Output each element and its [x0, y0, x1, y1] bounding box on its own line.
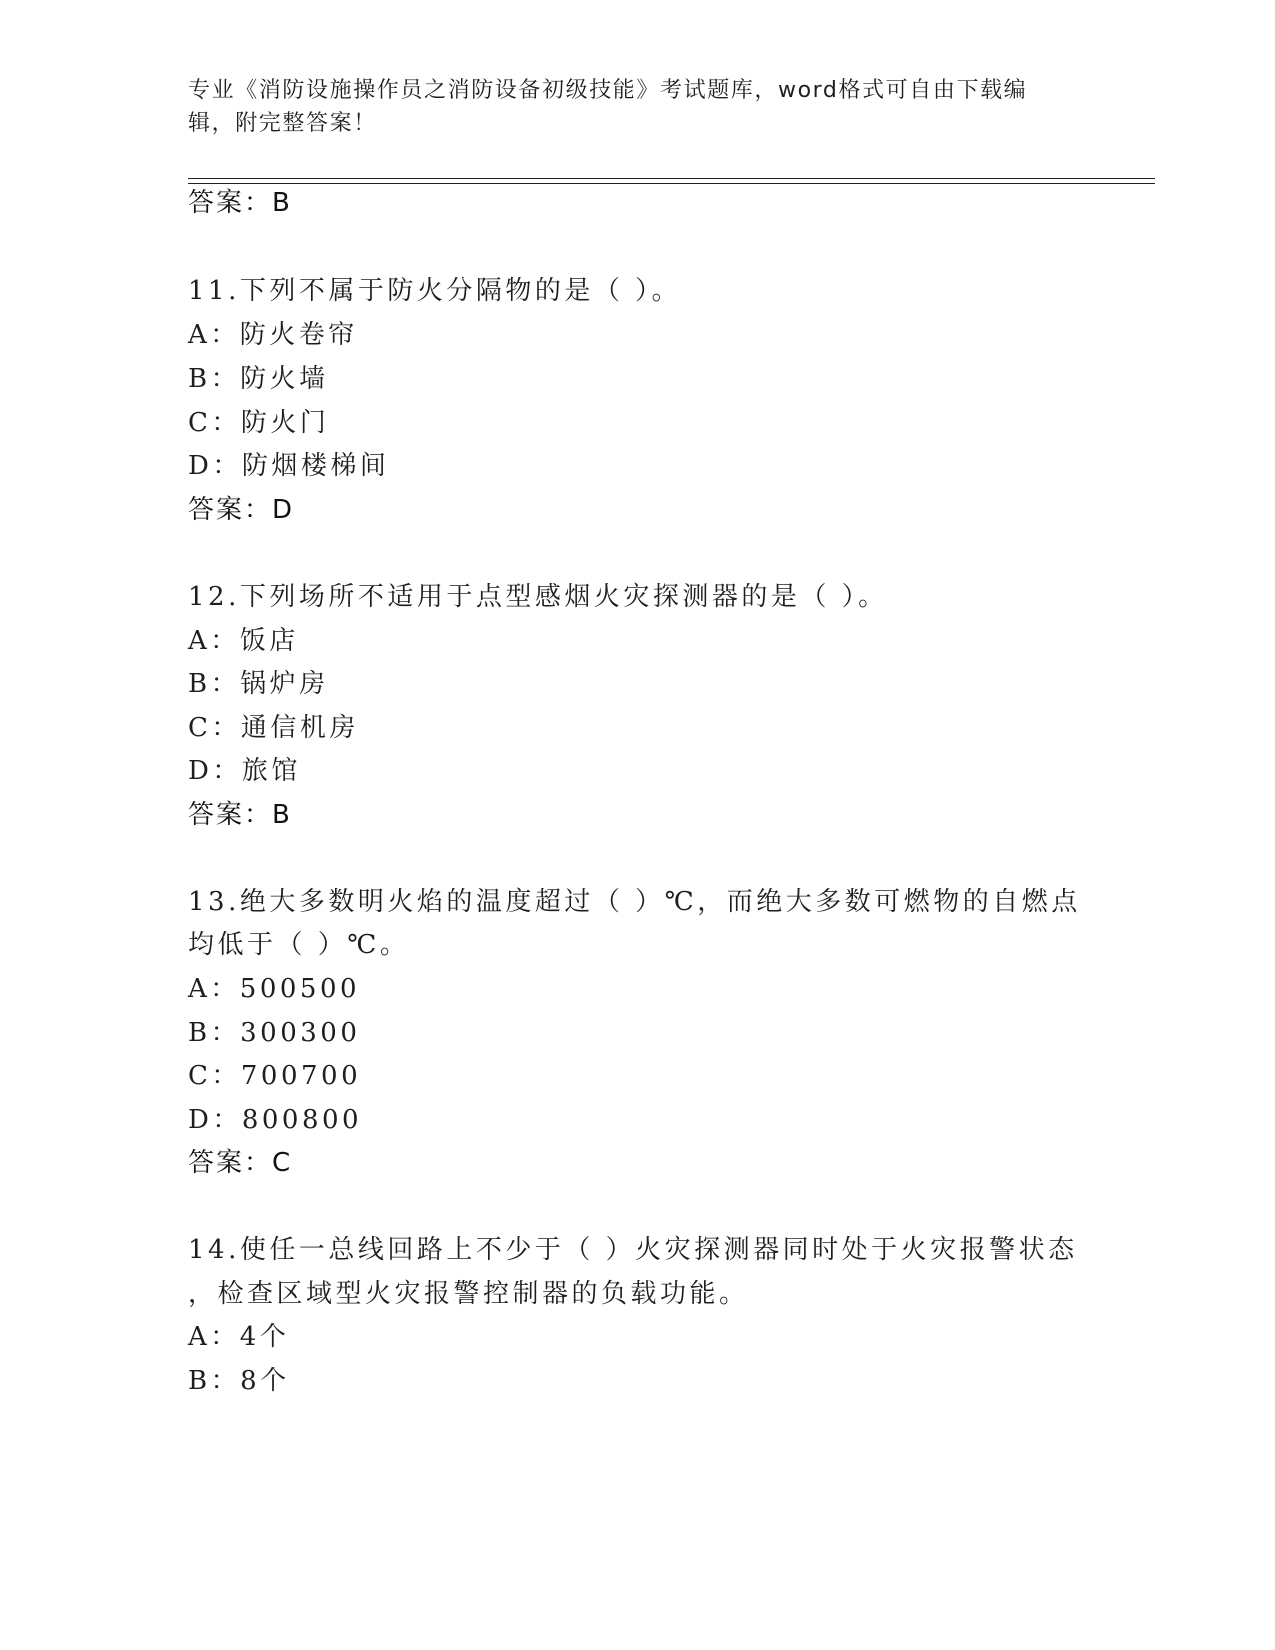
question-12-option-b: B：锅炉房: [188, 669, 329, 699]
question-14-option-a: A：4个: [188, 1322, 290, 1352]
question-13-option-d: D：800800: [188, 1105, 363, 1135]
question-13-stem-line-2: 均低于（ ）℃。: [188, 930, 410, 960]
question-11-option-d: D：防烟楼梯间: [188, 451, 390, 481]
answer-previous: 答案：B: [188, 188, 292, 218]
question-11-stem: 11.下列不属于防火分隔物的是（ ）。: [188, 276, 682, 306]
question-13-answer: 答案：C: [188, 1148, 293, 1178]
question-11-option-a: A：防火卷帘: [188, 320, 358, 350]
header-line-2: 辑，附完整答案！: [188, 111, 377, 136]
question-13-option-c: C：700700: [188, 1061, 362, 1091]
header-divider-top: [188, 178, 1155, 179]
question-13-option-a: A：500500: [188, 974, 361, 1004]
question-14-stem-line-1: 14.使任一总线回路上不少于（ ）火灾探测器同时处于火灾报警状态: [188, 1235, 1078, 1265]
question-12-option-a: A：饭店: [188, 626, 299, 656]
document-header: [188, 74, 1078, 140]
question-12-option-c: C：通信机房: [188, 713, 359, 743]
question-13-option-b: B：300300: [188, 1018, 361, 1048]
question-14-stem-line-2: ，检查区域型火灾报警控制器的负载功能。: [188, 1279, 749, 1309]
question-12-option-d: D：旅馆: [188, 756, 301, 786]
question-12-stem: 12.下列场所不适用于点型感烟火灾探测器的是（ ）。: [188, 582, 888, 612]
question-11-answer: 答案：D: [188, 495, 295, 525]
question-11-option-c: C：防火门: [188, 408, 330, 438]
question-12-answer: 答案：B: [188, 800, 292, 830]
header-divider-bottom: [188, 183, 1155, 184]
question-14-option-b: B：8个: [188, 1366, 290, 1396]
question-11-option-b: B：防火墙: [188, 364, 329, 394]
header-line-1: 专业《消防设施操作员之消防设备初级技能》考试题库，word格式可自由下载编: [188, 78, 1028, 103]
question-13-stem-line-1: 13.绝大多数明火焰的温度超过（ ）℃，而绝大多数可燃物的自燃点: [188, 887, 1081, 917]
